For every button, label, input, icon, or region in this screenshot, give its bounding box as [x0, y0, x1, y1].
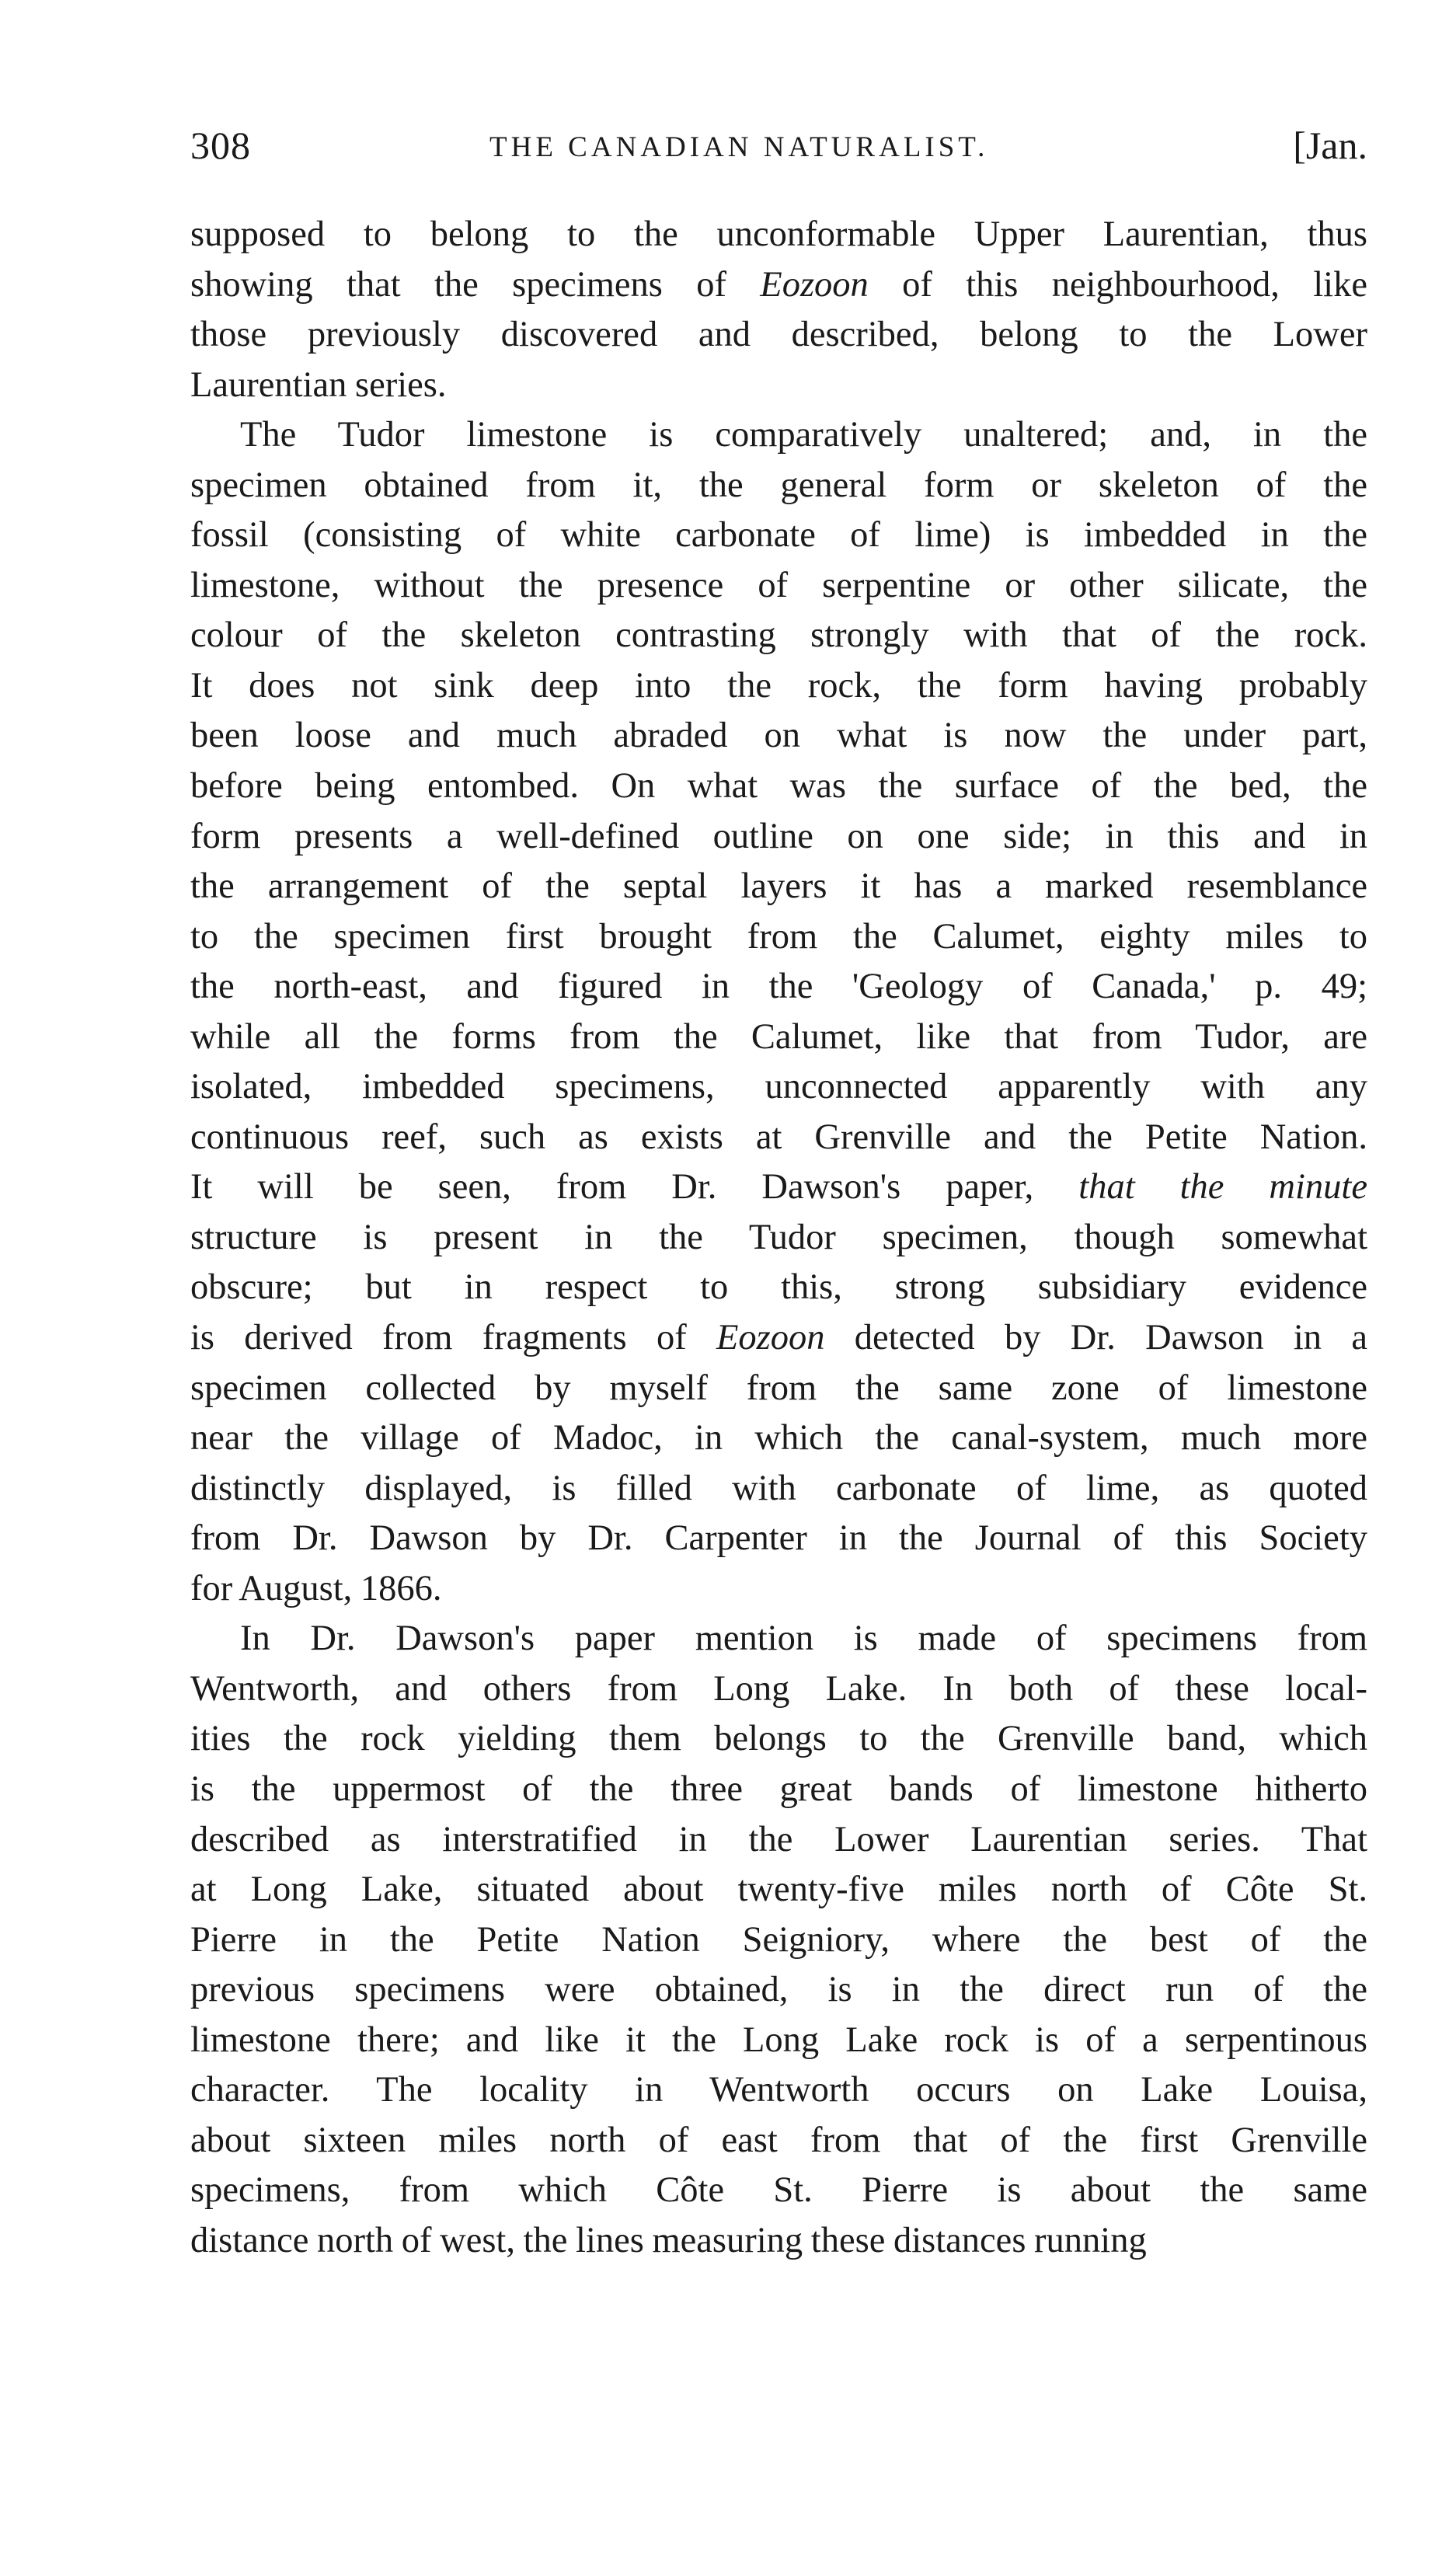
text-line: supposed to belong to the unconformable Upper Laurentian, thus	[190, 214, 1367, 254]
running-date: [Jan.	[1293, 124, 1367, 167]
text-line: while all the forms from the Calumet, like that from Tudor, are	[190, 1016, 1367, 1057]
text-line: described as interstratified in the Lower Laurentian series. That	[190, 1819, 1367, 1859]
text-line: to the specimen first brought from the Calumet, eighty miles to	[190, 916, 1367, 957]
text-line: continuous reef, such as exists at Grenville and the Petite Nation.	[190, 1117, 1367, 1157]
running-title: THE CANADIAN NATURALIST.	[489, 131, 989, 163]
text-line: specimens, from which Côte St. Pierre is about the same	[190, 2170, 1367, 2211]
paragraph	[190, 410, 1367, 1614]
text-line: before being entombed. On what was the surface of the bed, the	[190, 766, 1367, 807]
text-line: Pierre in the Petite Nation Seigniory, where the best of the	[190, 1919, 1367, 1960]
running-header	[190, 123, 1367, 177]
text-line: colour of the skeleton contrasting strongly with that of the rock.	[190, 615, 1367, 656]
text-line: character. The locality in Wentworth occurs on Lake Louisa,	[190, 2070, 1367, 2110]
text-line: It will be seen, from Dr. Dawson's paper, that the minute	[190, 1167, 1367, 1208]
text-line: The Tudor limestone is comparatively unaltered; and, in the	[240, 415, 1367, 455]
text-line: the arrangement of the septal layers it has a marked resemblance	[190, 866, 1367, 907]
text-line: at Long Lake, situated about twenty-five miles north of Côte St.	[190, 1870, 1367, 1910]
text-line: about sixteen miles north of east from that of the first Grenville	[190, 2120, 1367, 2160]
text-line: from Dr. Dawson by Dr. Carpenter in the Journal of this Society	[190, 1518, 1367, 1559]
text-line: for August, 1866.	[190, 1568, 442, 1608]
text-line: obscure; but in respect to this, strong subsidiary evidence	[190, 1267, 1367, 1308]
paragraph	[190, 210, 1367, 410]
text-line: previous specimens were obtained, is in the direct run of the	[190, 1970, 1367, 2010]
text-line: distance north of west, the lines measuring these distances running	[190, 2220, 1147, 2260]
text-line: isolated, imbedded specimens, unconnected apparently with any	[190, 1067, 1367, 1107]
page-number: 308	[190, 124, 251, 167]
text-line: form presents a well-defined outline on one side; in this and in	[190, 816, 1367, 856]
text-line: structure is present in the Tudor specimen, though somewhat	[190, 1217, 1367, 1257]
text-line: is derived from fragments of Eozoon detected by Dr. Dawson in a	[190, 1318, 1367, 1358]
text-line: been loose and much abraded on what is now the under part,	[190, 716, 1367, 756]
text-line: showing that the specimens of Eozoon of this neighbourhood, like	[190, 264, 1367, 305]
text-line: is the uppermost of the three great bands of limestone hitherto	[190, 1769, 1367, 1809]
text-line: specimen obtained from it, the general form or skeleton of the	[190, 465, 1367, 505]
text-line: ities the rock yielding them belongs to the Grenville band, which	[190, 1719, 1367, 1759]
text-line: fossil (consisting of white carbonate of lime) is imbedded in the	[190, 515, 1367, 556]
text-line: specimen collected by myself from the same zone of limestone	[190, 1368, 1367, 1408]
text-line: those previously discovered and described, belong to the Lower	[190, 315, 1367, 355]
text-line: Laurentian series.	[190, 364, 447, 405]
paragraph	[190, 1614, 1367, 2266]
text-line: Wentworth, and others from Long Lake. In both of these local-	[190, 1668, 1367, 1709]
text-line: near the village of Madoc, in which the canal-system, much more	[190, 1418, 1367, 1458]
text-line: limestone there; and like it the Long Lake rock is of a serpentinous	[190, 2020, 1367, 2060]
text-line: the north-east, and figured in the 'Geology of Canada,' p. 49;	[190, 967, 1367, 1007]
text-line: It does not sink deep into the rock, the form having probably	[190, 665, 1367, 706]
text-line: In Dr. Dawson's paper mention is made of specimens from	[240, 1619, 1367, 1659]
text-line: limestone, without the presence of serpentine or other silicate, the	[190, 565, 1367, 605]
text-line: distinctly displayed, is filled with carbonate of lime, as quoted	[190, 1468, 1367, 1508]
body-text	[190, 210, 1367, 2266]
